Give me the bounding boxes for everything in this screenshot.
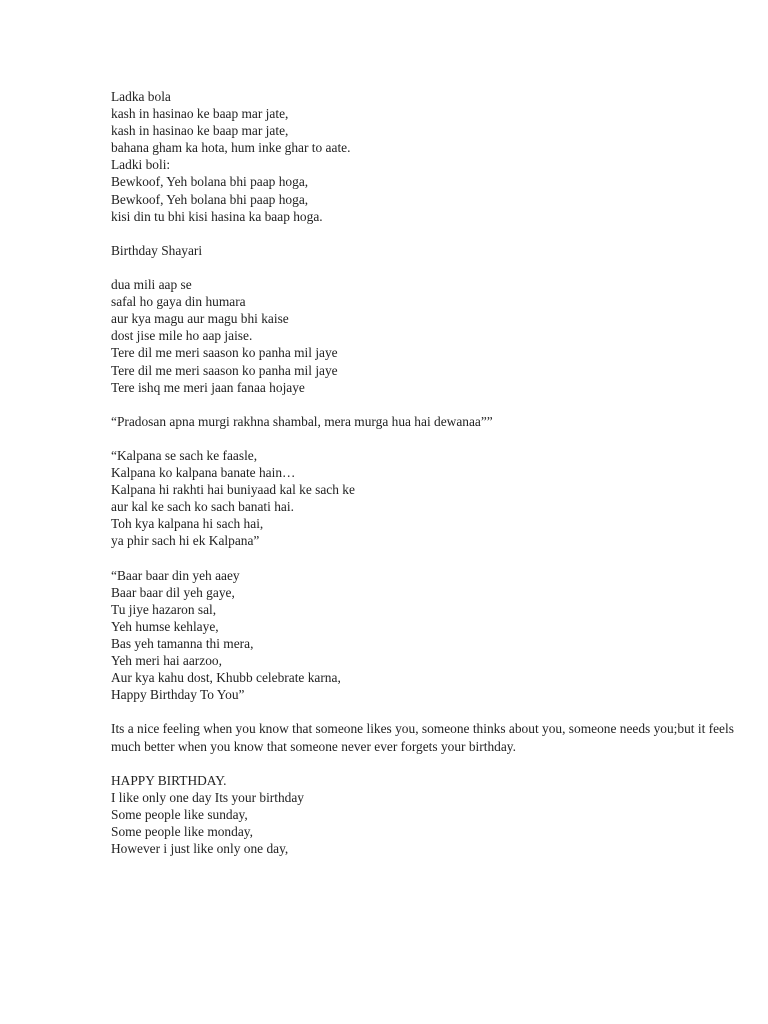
text-line: Some people like monday, — [111, 824, 253, 840]
text-line: Ladka bola — [111, 89, 171, 104]
text-line: aur kya magu aur magu bhi kaise — [111, 311, 289, 327]
text-line: Yeh meri hai aarzoo, — [111, 653, 222, 669]
section-heading — [111, 242, 751, 259]
text-line: kash in hasinao ke baap mar jate, — [111, 106, 289, 122]
text-line: dua mili aap se — [111, 277, 192, 293]
text-line: Tu jiye hazaron sal, — [111, 601, 217, 617]
text-line: Baar baar dil yeh gaye, — [111, 584, 235, 600]
body-paragraph: Its a nice feeling when you know that someone likes you, someone thinks about you, someone needs you;but it feels much better when you know that someone never ever forgets your birthday. — [111, 721, 734, 754]
text-line: Aur kya kahu dost, Khubb celebrate karna, — [111, 670, 341, 686]
text-line: safal ho gaya din humara — [111, 294, 246, 310]
text-line: Some people like sunday, — [111, 806, 248, 822]
verse-ladka-bola — [111, 88, 751, 225]
text-line: Bas yeh tamanna thi mera, — [111, 636, 254, 651]
text-line: kisi din tu bhi kisi hasina ka baap hoga. — [111, 208, 323, 224]
heading-birthday-shayari: Birthday Shayari — [111, 242, 203, 258]
text-line: Kalpana ko kalpana banate hain… — [111, 465, 296, 481]
text-line: Tere dil me meri saason ko panha mil jaye — [111, 362, 338, 378]
document-body — [111, 88, 751, 874]
paragraph-nice-feeling — [111, 720, 751, 754]
text-line: “Baar baar din yeh aaey — [111, 567, 240, 583]
text-line: “Pradosan apna murgi rakhna shambal, mera murga hua hai dewanaa”” — [111, 413, 493, 429]
text-line: bahana gham ka hota, hum inke ghar to aate. — [111, 140, 351, 156]
text-line: dost jise mile ho aap jaise. — [111, 328, 253, 344]
quote-pradosan — [111, 413, 751, 430]
text-line: Tere ishq me meri jaan fanaa hojaye — [111, 379, 305, 395]
text-line: Tere dil me meri saason ko panha mil jaye — [111, 345, 338, 361]
text-line: However i just like only one day, — [111, 841, 289, 857]
text-line: kash in hasinao ke baap mar jate, — [111, 123, 289, 139]
text-line: Bewkoof, Yeh bolana bhi paap hoga, — [111, 174, 309, 190]
text-line: Toh kya kalpana hi sach hai, — [111, 516, 264, 532]
text-line: I like only one day Its your birthday — [111, 789, 305, 805]
text-line: Bewkoof, Yeh bolana bhi paap hoga, — [111, 191, 309, 207]
text-line: Happy Birthday To You” — [111, 687, 245, 703]
text-line: Yeh humse kehlaye, — [111, 618, 219, 634]
text-line: ya phir sach hi ek Kalpana” — [111, 533, 260, 549]
text-line: aur kal ke sach ko sach banati hai. — [111, 499, 294, 515]
verse-dua-mili — [111, 276, 751, 396]
verse-baar-baar — [111, 567, 751, 704]
text-line: “Kalpana se sach ke faasle, — [111, 447, 258, 463]
verse-kalpana — [111, 447, 751, 550]
text-line: HAPPY BIRTHDAY. — [111, 772, 227, 788]
text-line: Kalpana hi rakhti hai buniyaad kal ke sach ke — [111, 482, 355, 498]
text-line: Ladki boli: — [111, 157, 171, 173]
verse-happy-birthday — [111, 772, 751, 857]
